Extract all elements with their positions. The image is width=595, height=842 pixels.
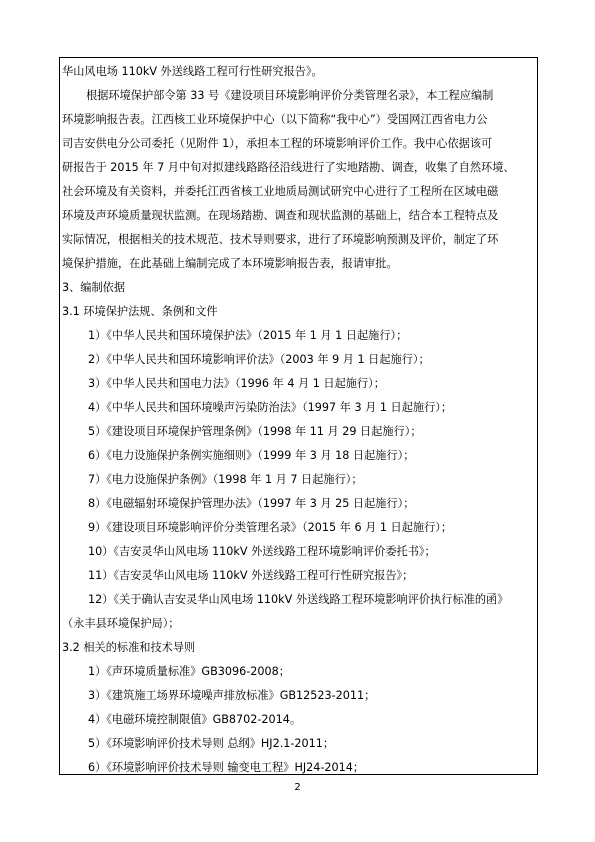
- text-line: 7）《电力设施保护条例》（1998 年 1 月 7 日起施行）；: [88, 473, 363, 486]
- text-line: 5）《建设项目环境保护管理条例》（1998 年 11 月 29 日起施行）；: [88, 425, 422, 438]
- text-line: 4）《中华人民共和国环境噪声污染防治法》（1997 年 3 月 1 日起施行）；: [88, 401, 453, 414]
- text-line: 6）《环境影响评价技术导则 输变电工程》HJ24-2014；: [88, 761, 365, 774]
- text-line: 社会环境及有关资料，并委托江西省核工业地质局测试研究中心进行了工程所在区域电磁: [62, 185, 499, 198]
- text-line: 11）《吉安灵华山风电场 110kV 外送线路工程可行性研究报告》；: [88, 569, 414, 582]
- text-line: 环境影响报告表。江西核工业环境保护中心（以下简称“我中心”）受国网江西省电力公: [62, 113, 488, 126]
- text-line: 5）《环境影响评价技术导则 总纲》HJ2.1-2011；: [88, 737, 335, 750]
- document-body: [62, 60, 536, 780]
- text-line: 3.1 环境保护法规、条例和文件: [62, 305, 218, 318]
- text-line: 3、编制依据: [62, 281, 126, 294]
- text-line: 8）《电磁辐射环境保护管理办法》（1997 年 3 月 25 日起施行）；: [88, 497, 415, 510]
- text-line: 华山风电场 110kV 外送线路工程可行性研究报告》。: [62, 65, 323, 78]
- text-line: 1）《声环境质量标准》GB3096-2008；: [88, 665, 290, 678]
- text-line: 3）《建筑施工场界环境噪声排放标准》GB12523-2011；: [88, 689, 376, 702]
- text-line: 3）《中华人民共和国电力法》（1996 年 4 月 1 日起施行）；: [88, 377, 385, 390]
- text-line: 研报告于 2015 年 7 月中旬对拟建线路路径沿线进行了实地踏勘、调查，收集了自然环境、: [62, 161, 515, 174]
- text-line: 3.2 相关的标准和技术导则: [62, 641, 196, 654]
- page-number: 2: [294, 782, 301, 793]
- text-line: 6）《电力设施保护条例实施细则》（1999 年 3 月 18 日起施行）；: [88, 449, 415, 462]
- text-line: （永丰县环境保护局）；: [62, 617, 180, 630]
- text-line: 境保护措施，在此基础上编制完成了本环境影响报告表，报请审批。: [62, 257, 398, 270]
- text-line: 4）《电磁环境控制限值》GB8702-2014。: [88, 713, 302, 726]
- text-line: 2）《中华人民共和国环境影响评价法》（2003 年 9 月 1 日起施行）；: [88, 353, 430, 366]
- text-line: 实际情况，根据相关的技术规范、技术导则要求，进行了环境影响预测及评价，制定了环: [62, 233, 499, 246]
- text-line: 环境及声环境质量现状监测。在现场踏勘、调查和现状监测的基础上，结合本工程特点及: [62, 209, 499, 222]
- text-line: 12）《关于确认吉安灵华山风电场 110kV 外送线路工程环境影响评价执行标准的函》: [88, 593, 509, 606]
- text-line: 司吉安供电分公司委托（见附件 1），承担本工程的环境影响评价工作。我中心依据该可: [62, 137, 493, 150]
- text-line: 1）《中华人民共和国环境保护法》（2015 年 1 月 1 日起施行）；: [88, 329, 408, 342]
- text-line: 根据环境保护部令第 33 号《建设项目环境影响评价分类管理名录》，本工程应编制: [86, 89, 494, 102]
- text-line: 10）《吉安灵华山风电场 110kV 外送线路工程环境影响评价委托书》；: [88, 545, 436, 558]
- text-line: 9）《建设项目环境影响评价分类管理名录》（2015 年 6 月 1 日起施行）；: [88, 521, 453, 534]
